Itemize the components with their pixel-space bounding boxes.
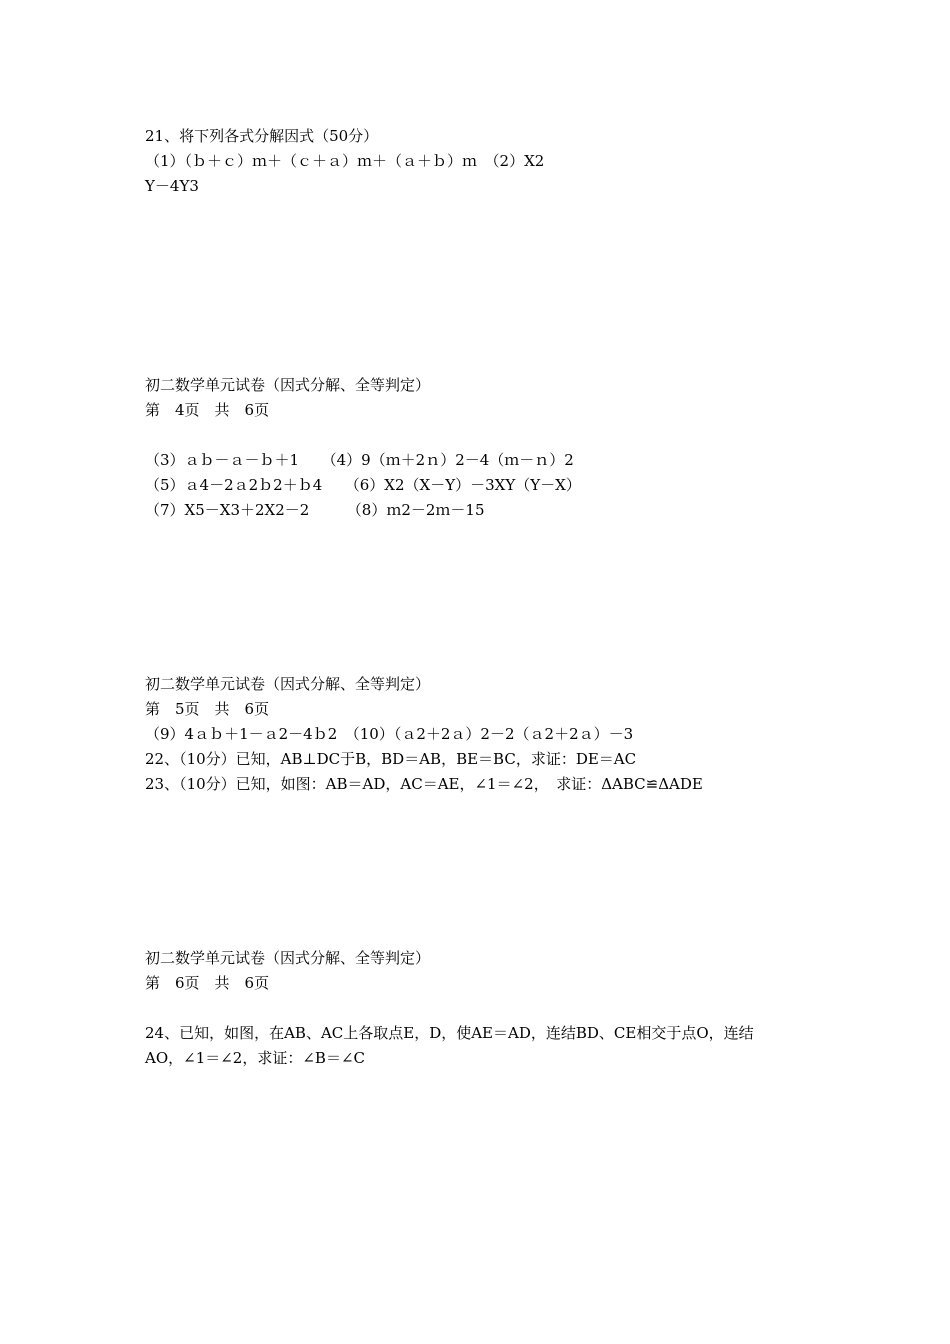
page-footer-number: 第 4页 共 6页 xyxy=(145,401,270,419)
question-21-line-2: Y－4Y3 xyxy=(145,177,199,195)
exercise-5-6: （5）ａ4－2ａ2ｂ2＋ｂ4 （6）X2（X－Y）－3XY（Y－X） xyxy=(145,476,581,494)
question-21-title: 21、将下列各式分解因式（50分） xyxy=(145,127,379,145)
question-22: 22、（10分）已知，AB⊥DC于B，BD＝AB，BE＝BC，求证：DE＝AC xyxy=(145,750,637,768)
page-footer-number: 第 5页 共 6页 xyxy=(145,700,270,718)
exercise-9-10: （9）4ａｂ＋1－ａ2－4ｂ2 （10）（ａ2＋2ａ）2－2（ａ2＋2ａ）－3 xyxy=(145,725,634,743)
question-24-line-1: 24、已知，如图，在AB、AC上各取点E，D，使AE＝AD，连结BD、CE相交于点O，连结 xyxy=(145,1024,754,1042)
question-21-line-1: （1）（ｂ＋ｃ）ｍ＋（ｃ＋ａ）ｍ＋（ａ＋ｂ）ｍ （2）X2 xyxy=(145,152,545,170)
page-footer-title: 初二数学单元试卷（因式分解、全等判定） xyxy=(145,949,431,967)
page-footer-title: 初二数学单元试卷（因式分解、全等判定） xyxy=(145,675,431,693)
question-23: 23、（10分）已知，如图：AB＝AD，AC＝AE，∠1＝∠2， 求证：ΔABC≌ΔADE xyxy=(145,775,703,793)
exercise-3-4: （3）ａｂ－ａ－ｂ＋1 （4）9（ｍ＋2ｎ）2－4（ｍ－ｎ）2 xyxy=(145,451,574,469)
exercise-7-8: （7）X5－X3＋2X2－2 （8）ｍ2－2ｍ－15 xyxy=(145,501,485,519)
page-footer-number: 第 6页 共 6页 xyxy=(145,974,270,992)
page-footer-title: 初二数学单元试卷（因式分解、全等判定） xyxy=(145,376,431,394)
question-24-line-2: AO，∠1＝∠2，求证：∠B＝∠C xyxy=(145,1049,365,1067)
